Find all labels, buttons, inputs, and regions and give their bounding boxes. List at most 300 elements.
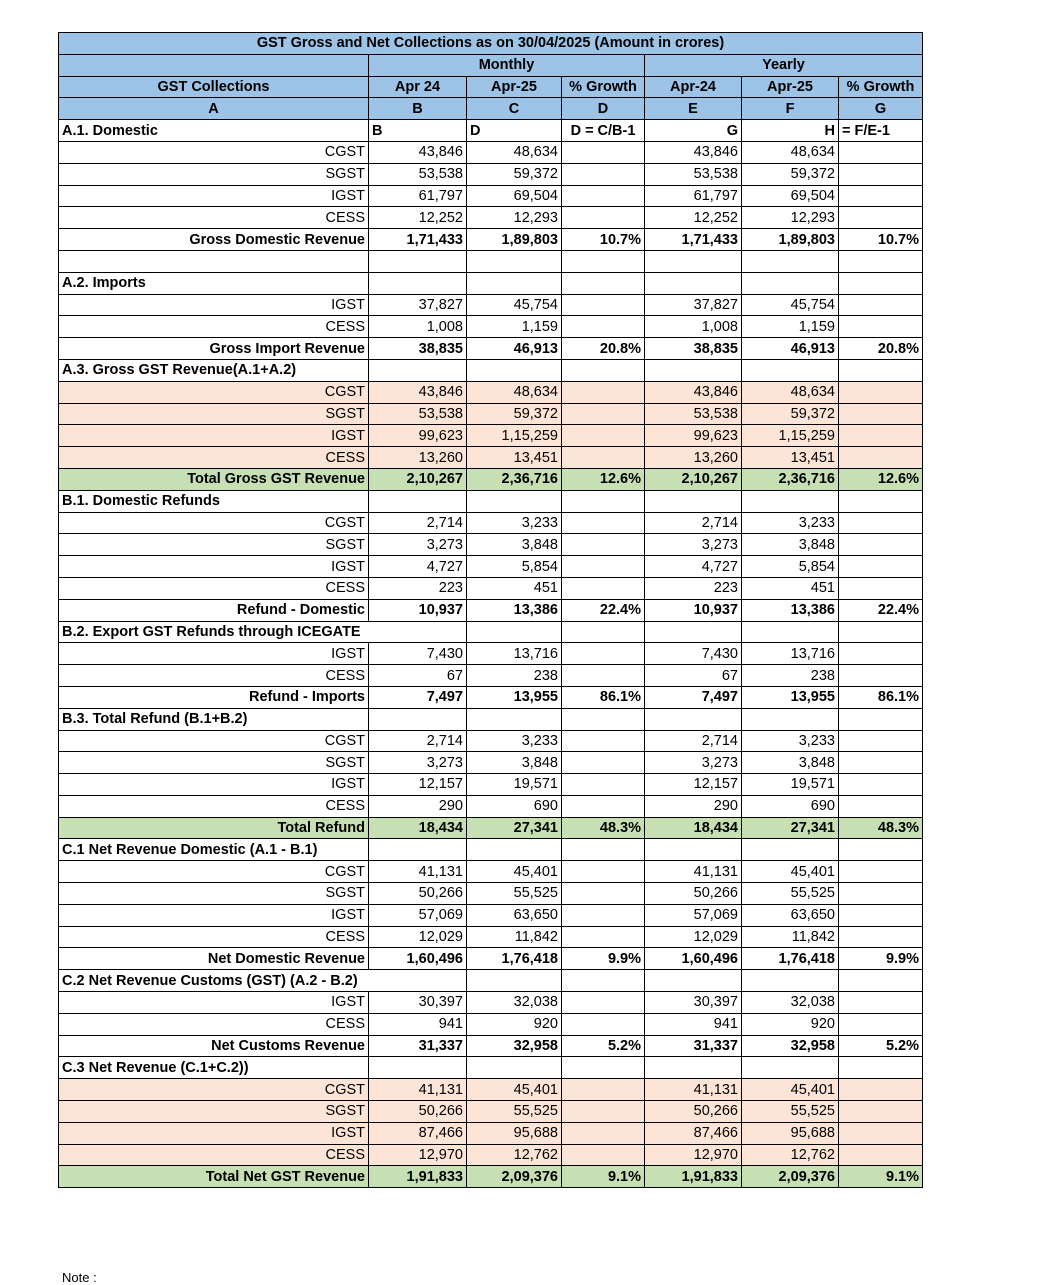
empty-cell [467, 1057, 562, 1079]
table-row [59, 795, 923, 817]
empty-cell [645, 490, 742, 512]
value-cell-f: 63,650 [742, 904, 839, 926]
value-cell-g [839, 1101, 923, 1123]
value-cell-b: 38,835 [369, 338, 467, 360]
note-label: Note : [62, 1270, 97, 1285]
row-label: Gross Domestic Revenue [59, 229, 369, 251]
table-row [59, 403, 923, 425]
empty-cell [467, 621, 562, 643]
value-cell-b: 1,71,433 [369, 229, 467, 251]
value-cell-g [839, 730, 923, 752]
empty-cell [839, 490, 923, 512]
empty-cell [467, 490, 562, 512]
row-label: CGST [59, 1079, 369, 1101]
value-cell-d [562, 665, 645, 687]
value-cell-b: 12,157 [369, 774, 467, 796]
value-cell-f: 48,634 [742, 381, 839, 403]
group-header-yearly: Yearly [645, 54, 923, 76]
value-cell-b: 2,10,267 [369, 468, 467, 490]
value-cell-c: 48,634 [467, 141, 562, 163]
row-label: CGST [59, 861, 369, 883]
value-cell-d: 86.1% [562, 686, 645, 708]
value-cell-c: 12,762 [467, 1144, 562, 1166]
value-cell-c: 59,372 [467, 163, 562, 185]
value-cell-e: 61,797 [645, 185, 742, 207]
value-cell-g [839, 141, 923, 163]
value-cell-f: 451 [742, 577, 839, 599]
col-header-apr24-yearly: Apr-24 [645, 76, 742, 98]
table-row [59, 643, 923, 665]
table-row [59, 1122, 923, 1144]
empty-cell [645, 359, 742, 381]
empty-cell [839, 272, 923, 294]
value-cell-g [839, 665, 923, 687]
table-row [59, 141, 923, 163]
value-cell-c: 1,15,259 [467, 425, 562, 447]
value-cell-b: 57,069 [369, 904, 467, 926]
col-letter-g: G [839, 98, 923, 120]
value-cell-g [839, 381, 923, 403]
formula-cell-c: D [467, 120, 562, 142]
table-row [59, 1144, 923, 1166]
value-cell-g [839, 534, 923, 556]
value-cell-f: 13,955 [742, 686, 839, 708]
value-cell-e: 12,970 [645, 1144, 742, 1166]
title-row [59, 33, 923, 55]
value-cell-g [839, 207, 923, 229]
row-label: IGST [59, 185, 369, 207]
value-cell-g [839, 752, 923, 774]
value-cell-d [562, 752, 645, 774]
value-cell-e: 1,008 [645, 316, 742, 338]
col-header-apr24-monthly: Apr 24 [369, 76, 467, 98]
value-cell-g: 48.3% [839, 817, 923, 839]
value-cell-b: 941 [369, 1013, 467, 1035]
row-label: IGST [59, 992, 369, 1014]
table-row [59, 861, 923, 883]
empty-cell [742, 490, 839, 512]
section-label-domestic: A.1. Domestic [59, 120, 369, 142]
table-row [59, 577, 923, 599]
value-cell-g [839, 1013, 923, 1035]
table-row [59, 556, 923, 578]
col-letter-c: C [467, 98, 562, 120]
value-cell-c: 1,159 [467, 316, 562, 338]
column-header-row [59, 76, 923, 98]
value-cell-d: 20.8% [562, 338, 645, 360]
row-label: IGST [59, 1122, 369, 1144]
value-cell-d [562, 795, 645, 817]
section-label: B.3. Total Refund (B.1+B.2) [59, 708, 369, 730]
value-cell-c: 69,504 [467, 185, 562, 207]
row-label: Refund - Imports [59, 686, 369, 708]
value-cell-g [839, 294, 923, 316]
value-cell-f: 1,89,803 [742, 229, 839, 251]
value-cell-c: 13,716 [467, 643, 562, 665]
empty-cell [839, 1057, 923, 1079]
value-cell-b: 50,266 [369, 1101, 467, 1123]
empty-cell [562, 272, 645, 294]
empty-cell [645, 839, 742, 861]
value-cell-e: 38,835 [645, 338, 742, 360]
table-row [59, 425, 923, 447]
section-label: C.1 Net Revenue Domestic (A.1 - B.1) [59, 839, 369, 861]
table-row [59, 752, 923, 774]
row-label: IGST [59, 556, 369, 578]
value-cell-f: 5,854 [742, 556, 839, 578]
value-cell-f: 59,372 [742, 163, 839, 185]
value-cell-f: 3,233 [742, 730, 839, 752]
value-cell-e: 41,131 [645, 861, 742, 883]
table-title: GST Gross and Net Collections as on 30/04/2025 (Amount in crores) [59, 33, 923, 55]
formula-cell-g: = F/E-1 [839, 120, 923, 142]
empty-cell [645, 708, 742, 730]
value-cell-f: 3,848 [742, 534, 839, 556]
empty-cell [742, 359, 839, 381]
value-cell-c: 13,386 [467, 599, 562, 621]
value-cell-c: 27,341 [467, 817, 562, 839]
value-cell-e: 41,131 [645, 1079, 742, 1101]
value-cell-e: 1,60,496 [645, 948, 742, 970]
value-cell-b: 53,538 [369, 163, 467, 185]
empty-cell [562, 970, 645, 992]
row-label: IGST [59, 425, 369, 447]
value-cell-b: 1,60,496 [369, 948, 467, 970]
value-cell-f: 27,341 [742, 817, 839, 839]
value-cell-c: 451 [467, 577, 562, 599]
empty-cell [742, 621, 839, 643]
empty-cell [742, 272, 839, 294]
value-cell-b: 12,029 [369, 926, 467, 948]
value-cell-g [839, 1079, 923, 1101]
value-cell-d [562, 1079, 645, 1101]
value-cell-d [562, 141, 645, 163]
value-cell-f: 32,958 [742, 1035, 839, 1057]
empty-cell [742, 708, 839, 730]
value-cell-d: 9.9% [562, 948, 645, 970]
value-cell-f: 1,159 [742, 316, 839, 338]
value-cell-b: 43,846 [369, 381, 467, 403]
row-label: IGST [59, 294, 369, 316]
formula-cell-d: D = C/B-1 [562, 120, 645, 142]
empty-cell [369, 359, 467, 381]
value-cell-g: 10.7% [839, 229, 923, 251]
section-label: C.2 Net Revenue Customs (GST) (A.2 - B.2) [59, 970, 467, 992]
value-cell-b: 13,260 [369, 447, 467, 469]
row-label: Total Net GST Revenue [59, 1166, 369, 1188]
section-header-row [59, 708, 923, 730]
value-cell-g [839, 1144, 923, 1166]
value-cell-d [562, 294, 645, 316]
value-cell-c: 3,233 [467, 512, 562, 534]
value-cell-f: 55,525 [742, 883, 839, 905]
empty-cell [839, 359, 923, 381]
value-cell-e: 57,069 [645, 904, 742, 926]
row-label: Gross Import Revenue [59, 338, 369, 360]
section-label: A.3. Gross GST Revenue(A.1+A.2) [59, 359, 369, 381]
value-cell-c: 238 [467, 665, 562, 687]
value-cell-g [839, 250, 923, 272]
row-label: CESS [59, 316, 369, 338]
value-cell-d [562, 512, 645, 534]
value-cell-g [839, 316, 923, 338]
value-cell-d [562, 316, 645, 338]
table-row [59, 534, 923, 556]
value-cell-b: 12,970 [369, 1144, 467, 1166]
table-row [59, 1035, 923, 1057]
value-cell-g [839, 512, 923, 534]
value-cell-b: 2,714 [369, 512, 467, 534]
row-label: CESS [59, 577, 369, 599]
col-letter-e: E [645, 98, 742, 120]
value-cell-c: 12,293 [467, 207, 562, 229]
value-cell-e: 3,273 [645, 534, 742, 556]
value-cell-d [562, 447, 645, 469]
value-cell-g: 12.6% [839, 468, 923, 490]
section-header-row [59, 970, 923, 992]
value-cell-e: 10,937 [645, 599, 742, 621]
table-row [59, 229, 923, 251]
value-cell-e: 2,714 [645, 512, 742, 534]
table-row [59, 1013, 923, 1035]
value-cell-f: 3,848 [742, 752, 839, 774]
value-cell-b: 4,727 [369, 556, 467, 578]
value-cell-g [839, 163, 923, 185]
value-cell-f: 238 [742, 665, 839, 687]
value-cell-g: 20.8% [839, 338, 923, 360]
empty-cell [742, 839, 839, 861]
value-cell-c: 2,36,716 [467, 468, 562, 490]
value-cell-g [839, 577, 923, 599]
value-cell-b: 10,937 [369, 599, 467, 621]
value-cell-c: 63,650 [467, 904, 562, 926]
empty-cell [467, 708, 562, 730]
value-cell-e [645, 250, 742, 272]
value-cell-c: 3,848 [467, 534, 562, 556]
table-row [59, 817, 923, 839]
table-row [59, 948, 923, 970]
value-cell-c: 48,634 [467, 381, 562, 403]
value-cell-e: 12,029 [645, 926, 742, 948]
row-label [59, 250, 369, 272]
value-cell-d [562, 381, 645, 403]
value-cell-c: 55,525 [467, 1101, 562, 1123]
value-cell-d: 9.1% [562, 1166, 645, 1188]
table-row [59, 338, 923, 360]
value-cell-d [562, 992, 645, 1014]
value-cell-f: 2,36,716 [742, 468, 839, 490]
row-label: CESS [59, 926, 369, 948]
value-cell-d [562, 534, 645, 556]
empty-cell [369, 1057, 467, 1079]
col-letter-b: B [369, 98, 467, 120]
empty-cell [562, 359, 645, 381]
section-header-row [59, 490, 923, 512]
value-cell-c: 55,525 [467, 883, 562, 905]
empty-cell [467, 839, 562, 861]
empty-cell [369, 272, 467, 294]
row-label: CESS [59, 665, 369, 687]
value-cell-g [839, 774, 923, 796]
col-header-growth-yearly: % Growth [839, 76, 923, 98]
value-cell-c: 3,848 [467, 752, 562, 774]
formula-cell-f: H [742, 120, 839, 142]
value-cell-b: 3,273 [369, 752, 467, 774]
value-cell-c: 13,451 [467, 447, 562, 469]
value-cell-b: 99,623 [369, 425, 467, 447]
value-cell-e: 7,430 [645, 643, 742, 665]
row-label: SGST [59, 403, 369, 425]
value-cell-f: 11,842 [742, 926, 839, 948]
value-cell-d [562, 577, 645, 599]
group-header-empty [59, 54, 369, 76]
value-cell-c: 45,401 [467, 1079, 562, 1101]
value-cell-b: 12,252 [369, 207, 467, 229]
value-cell-e: 2,714 [645, 730, 742, 752]
value-cell-f: 59,372 [742, 403, 839, 425]
value-cell-g [839, 795, 923, 817]
empty-cell [467, 970, 562, 992]
col-header-apr25-monthly: Apr-25 [467, 76, 562, 98]
row-label: CESS [59, 1013, 369, 1035]
value-cell-f: 1,15,259 [742, 425, 839, 447]
row-label: SGST [59, 163, 369, 185]
value-cell-d: 10.7% [562, 229, 645, 251]
value-cell-f: 19,571 [742, 774, 839, 796]
value-cell-e: 4,727 [645, 556, 742, 578]
row-label: Net Domestic Revenue [59, 948, 369, 970]
value-cell-c: 45,754 [467, 294, 562, 316]
empty-cell [467, 359, 562, 381]
value-cell-g: 22.4% [839, 599, 923, 621]
table-row [59, 316, 923, 338]
row-label: SGST [59, 883, 369, 905]
value-cell-e: 18,434 [645, 817, 742, 839]
value-cell-d [562, 926, 645, 948]
value-cell-b: 41,131 [369, 1079, 467, 1101]
value-cell-e: 43,846 [645, 381, 742, 403]
row-label: IGST [59, 774, 369, 796]
value-cell-b: 87,466 [369, 1122, 467, 1144]
value-cell-f: 69,504 [742, 185, 839, 207]
empty-cell [839, 708, 923, 730]
value-cell-f: 95,688 [742, 1122, 839, 1144]
empty-cell [645, 272, 742, 294]
section-header-row [59, 1057, 923, 1079]
row-label: CESS [59, 795, 369, 817]
value-cell-e: 53,538 [645, 163, 742, 185]
value-cell-c: 13,955 [467, 686, 562, 708]
empty-cell [742, 970, 839, 992]
empty-cell [839, 839, 923, 861]
table-row [59, 447, 923, 469]
value-cell-d: 5.2% [562, 1035, 645, 1057]
formula-cell-e: G [645, 120, 742, 142]
value-cell-d [562, 1013, 645, 1035]
value-cell-g [839, 185, 923, 207]
value-cell-c: 2,09,376 [467, 1166, 562, 1188]
row-label: CGST [59, 141, 369, 163]
value-cell-b: 53,538 [369, 403, 467, 425]
value-cell-f: 13,716 [742, 643, 839, 665]
value-cell-d [562, 1101, 645, 1123]
empty-cell [645, 970, 742, 992]
row-label: Net Customs Revenue [59, 1035, 369, 1057]
value-cell-e: 50,266 [645, 1101, 742, 1123]
table-row [59, 1101, 923, 1123]
value-cell-c: 32,958 [467, 1035, 562, 1057]
value-cell-e: 12,157 [645, 774, 742, 796]
section-header-row [59, 621, 923, 643]
value-cell-d [562, 425, 645, 447]
value-cell-f: 13,386 [742, 599, 839, 621]
value-cell-e: 99,623 [645, 425, 742, 447]
row-label: CESS [59, 207, 369, 229]
value-cell-e: 31,337 [645, 1035, 742, 1057]
value-cell-f: 55,525 [742, 1101, 839, 1123]
row-label: CGST [59, 730, 369, 752]
value-cell-e: 2,10,267 [645, 468, 742, 490]
value-cell-b: 31,337 [369, 1035, 467, 1057]
value-cell-d [562, 730, 645, 752]
value-cell-b: 7,430 [369, 643, 467, 665]
value-cell-g [839, 643, 923, 665]
value-cell-f: 1,76,418 [742, 948, 839, 970]
value-cell-g: 86.1% [839, 686, 923, 708]
value-cell-g [839, 992, 923, 1014]
value-cell-g [839, 1122, 923, 1144]
row-label: Total Gross GST Revenue [59, 468, 369, 490]
value-cell-c: 3,233 [467, 730, 562, 752]
value-cell-d [562, 403, 645, 425]
value-cell-g: 5.2% [839, 1035, 923, 1057]
value-cell-g [839, 904, 923, 926]
value-cell-b: 223 [369, 577, 467, 599]
empty-cell [742, 1057, 839, 1079]
table-row [59, 730, 923, 752]
value-cell-e: 30,397 [645, 992, 742, 1014]
empty-cell [369, 708, 467, 730]
formula-row [59, 120, 923, 142]
empty-cell [839, 970, 923, 992]
value-cell-f: 45,401 [742, 861, 839, 883]
value-cell-b: 50,266 [369, 883, 467, 905]
value-cell-f: 690 [742, 795, 839, 817]
value-cell-d [562, 556, 645, 578]
table-row [59, 512, 923, 534]
col-header-growth-monthly: % Growth [562, 76, 645, 98]
empty-cell [645, 1057, 742, 1079]
value-cell-f: 32,038 [742, 992, 839, 1014]
table-row [59, 294, 923, 316]
value-cell-d [562, 904, 645, 926]
value-cell-c: 1,76,418 [467, 948, 562, 970]
value-cell-g [839, 403, 923, 425]
formula-cell-b: B [369, 120, 467, 142]
value-cell-e: 43,846 [645, 141, 742, 163]
value-cell-c: 920 [467, 1013, 562, 1035]
value-cell-d: 22.4% [562, 599, 645, 621]
table-row [59, 250, 923, 272]
value-cell-c: 45,401 [467, 861, 562, 883]
table-row [59, 774, 923, 796]
table-row [59, 992, 923, 1014]
value-cell-e: 13,260 [645, 447, 742, 469]
value-cell-f: 920 [742, 1013, 839, 1035]
value-cell-e: 53,538 [645, 403, 742, 425]
value-cell-g [839, 926, 923, 948]
value-cell-b: 41,131 [369, 861, 467, 883]
